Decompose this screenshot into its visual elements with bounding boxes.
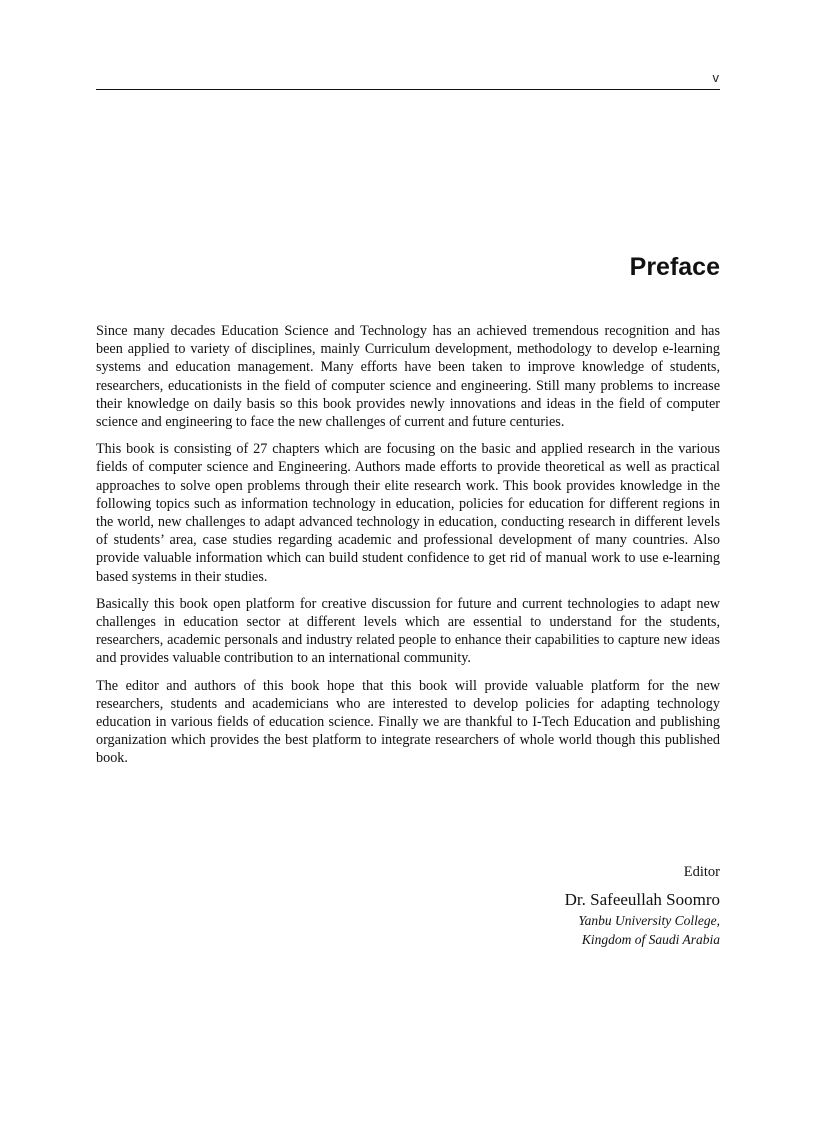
page-title: Preface — [629, 253, 720, 281]
paragraph: Since many decades Education Science and Technology has an achieved tremendous recognition and has been applied to variety of disciplines, mainly Curriculum development, methodology to develop e-learning systems and education management. Many efforts have been taken to improve knowledge of students, researchers, educationists in the field of computer science and engineering. Still many problems to increase their knowledge on daily basis so this book provides newly innovations and ideas in the field of computer science and engineering to face the new challenges of current and future centuries. — [96, 323, 720, 431]
page-number: v — [712, 70, 719, 85]
signature-name: Dr. Safeeullah Soomro — [564, 890, 720, 909]
signature-block — [565, 862, 720, 949]
paragraph: Basically this book open platform for creative discussion for future and current technologies to adapt new challenges in education sector at different levels which are essential to understand for the students, researchers, academic personals and industry related people to enhance their capabilities to capture new ideas and provides valuable contribution to an international community. — [96, 595, 720, 667]
paragraph: This book is consisting of 27 chapters which are focusing on the basic and applied research in the various fields of computer science and Engineering. Authors made efforts to provide theoretical as well as practical approaches to solve open problems through their elite research work. This book provides knowledge in the following topics such as information technology in education, policies for education for different regions in the world, new challenges to adapt advanced technology in education, conducting research in different levels of students’ area, case studies regarding academic and professional development of many countries. Also provide valuable information which can build student confidence to get rid of manual work to use e-learning based systems in their studies. — [96, 441, 720, 585]
signature-affiliation-line1: Yanbu University College, — [578, 913, 720, 928]
preface-body — [96, 322, 720, 777]
paragraph: The editor and authors of this book hope that this book will provide valuable platform for the new researchers, students and academicians who are interested to develop policies for adapting technology education in various fields of education science. Finally we are thankful to I-Tech Education and publishing organization which provides the best platform to integrate researchers of whole world though this published book. — [96, 677, 720, 767]
signature-role: Editor — [683, 864, 720, 880]
signature-affiliation-line2: Kingdom of Saudi Arabia — [581, 932, 720, 947]
header-rule — [96, 89, 720, 90]
